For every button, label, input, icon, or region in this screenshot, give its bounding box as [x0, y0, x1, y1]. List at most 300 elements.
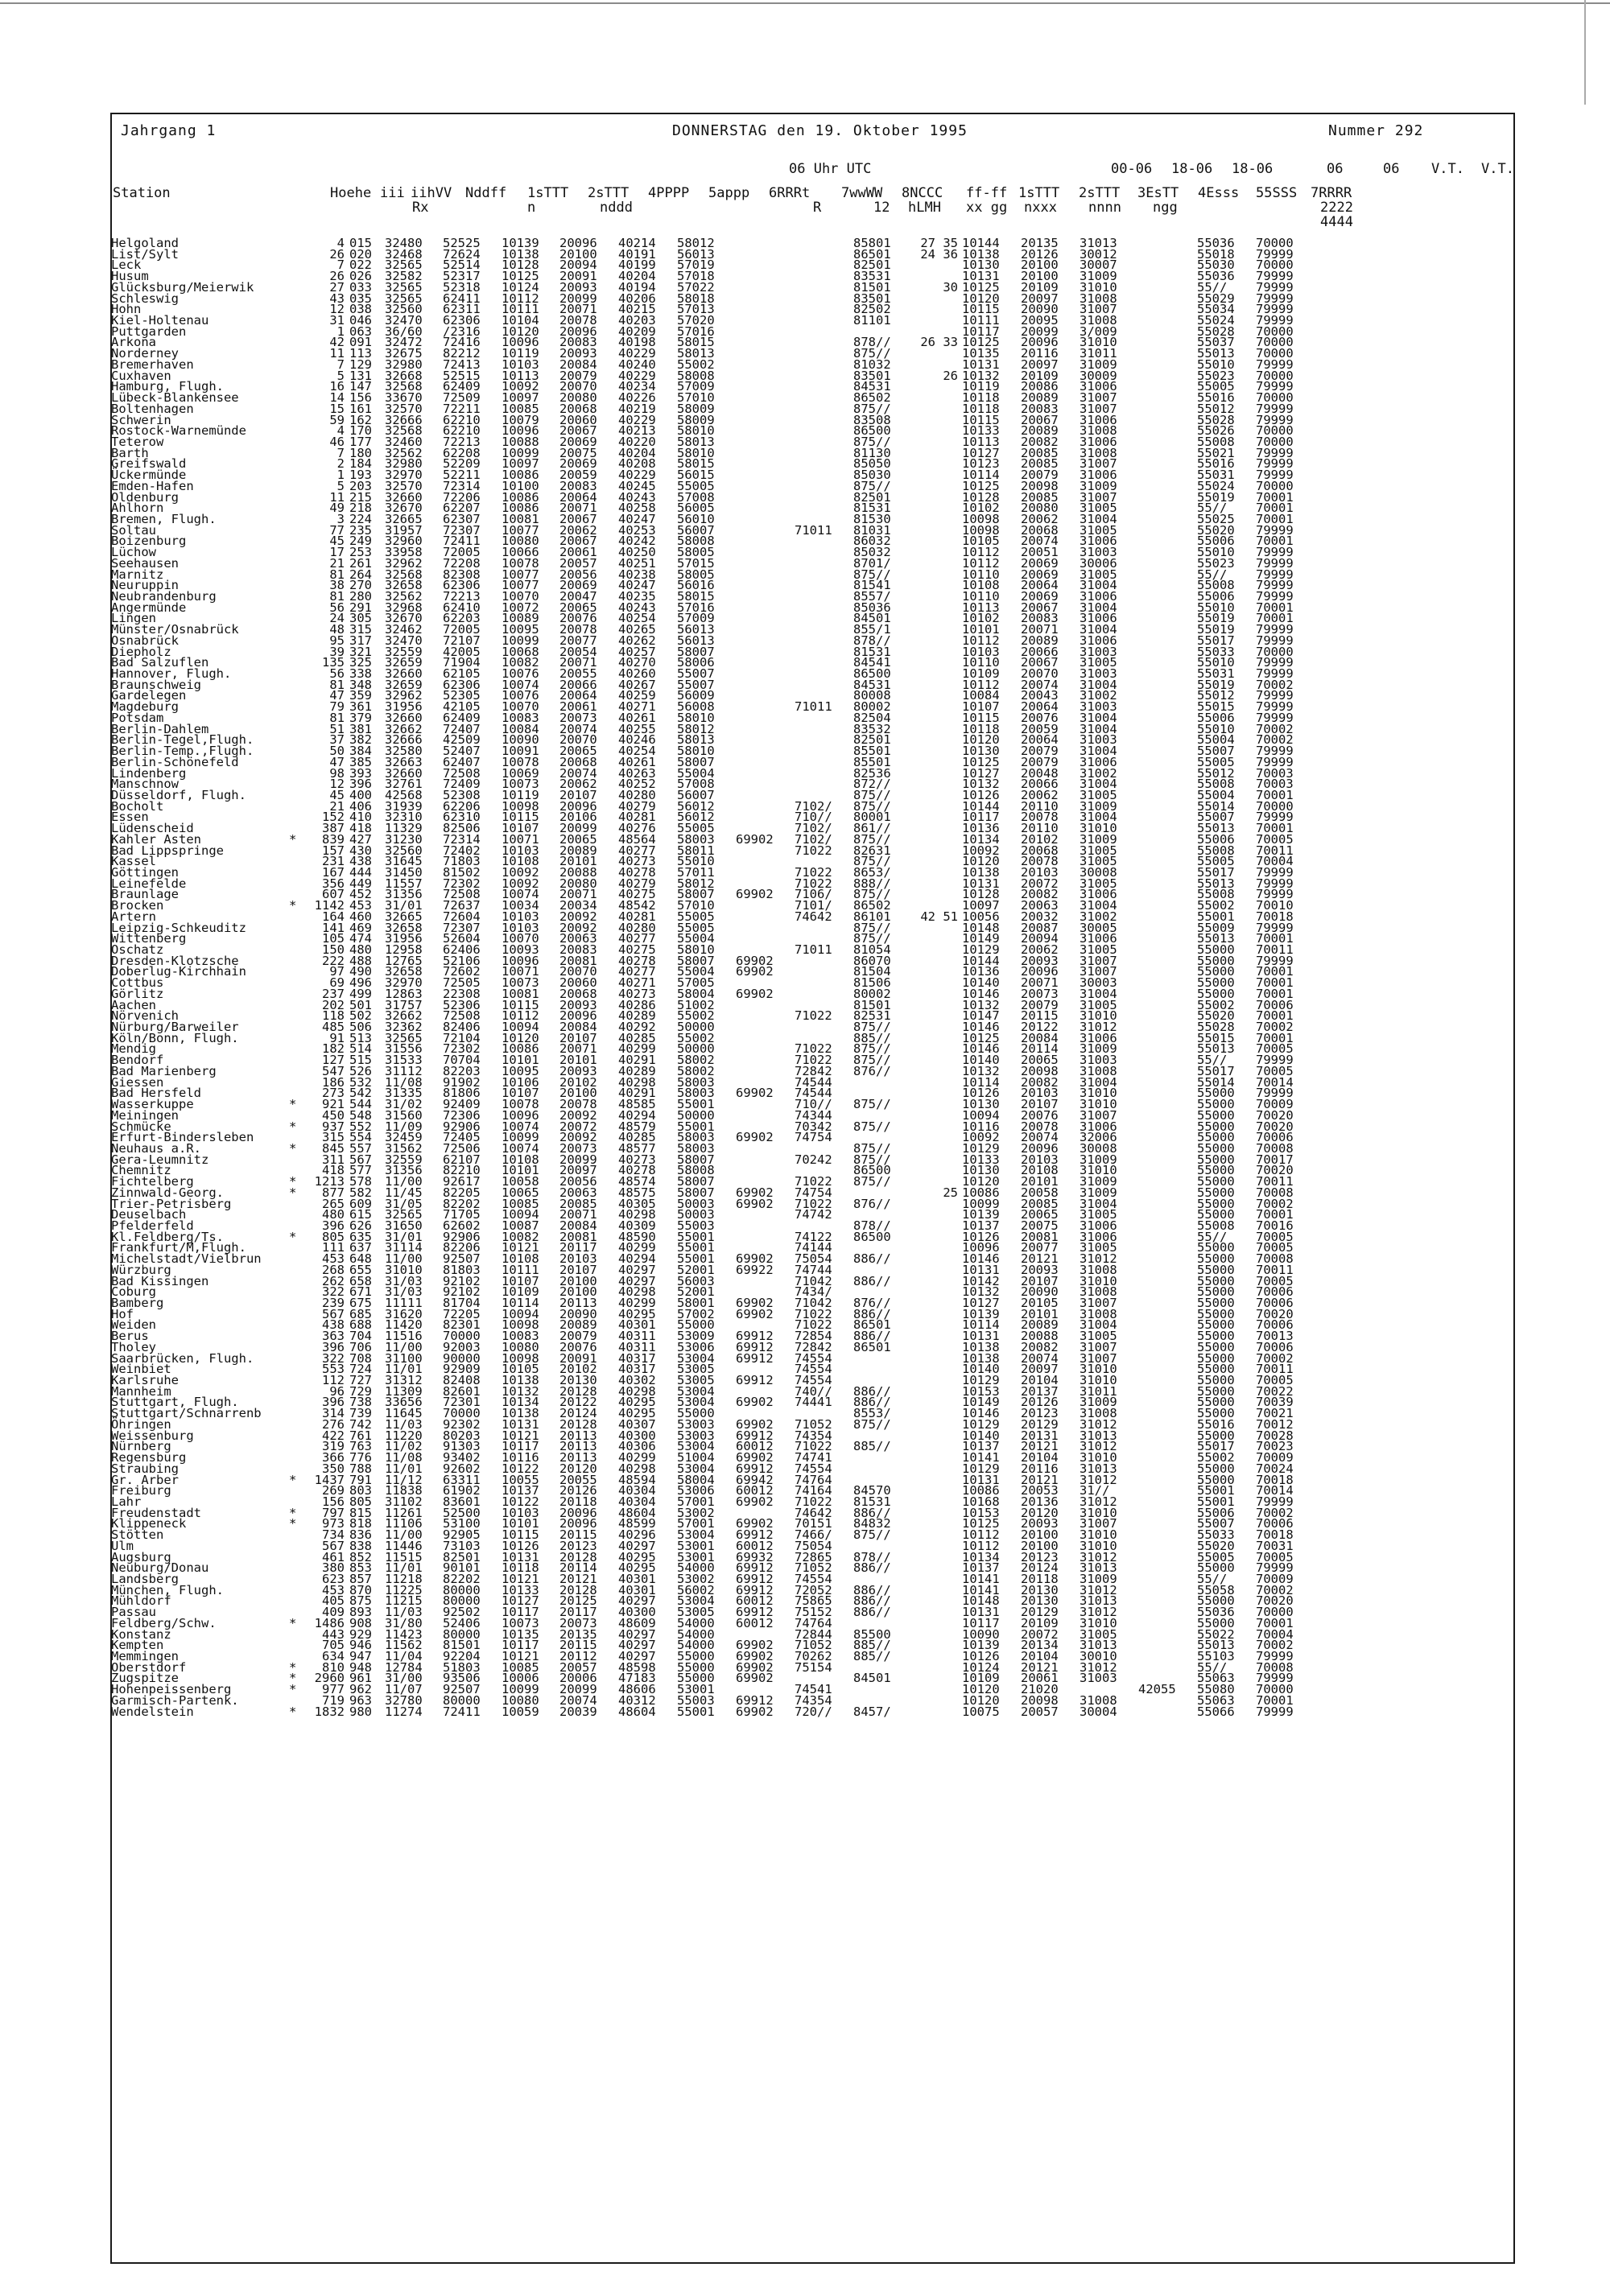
cell-r7: 79999 [1256, 567, 1294, 582]
cell-n8: 875// [853, 1527, 891, 1543]
cell-ts1: 10071 [502, 964, 539, 979]
cell-e3: 3/009 [1080, 324, 1117, 339]
cell-a5: 53001 [677, 1538, 715, 1553]
cell-r7: 70000 [1256, 423, 1294, 439]
cell-r6: 69912 [736, 1339, 774, 1354]
cell-iii: 452 [349, 887, 372, 902]
cell-t1: 10137 [962, 1218, 1000, 1233]
cell-t2: 20068 [1021, 522, 1059, 538]
cell-a5: 56013 [677, 633, 715, 648]
cell-e3: 31010 [1080, 1527, 1117, 1543]
cell-t2: 20121 [1021, 1659, 1059, 1675]
cell-r7: 70011 [1256, 1262, 1294, 1277]
cell-iihvv: 32666 [385, 732, 423, 748]
col-w7: 7wwWW [841, 185, 883, 201]
cell-e3: 31006 [1080, 1119, 1117, 1134]
cell-iii: 396 [349, 777, 372, 792]
cell-e3: 31005 [1080, 567, 1117, 582]
cell-a5: 58007 [677, 1185, 715, 1200]
cell-n8: 83532 [853, 721, 891, 736]
cell-nddff: 82501 [443, 1549, 481, 1564]
cell-r7: 70002 [1256, 1638, 1294, 1653]
cell-r6: 69932 [736, 1549, 774, 1564]
cell-a5: 55001 [677, 1251, 715, 1267]
cell-nddff: 62602 [443, 1218, 481, 1233]
cell-ts1: 10055 [502, 1472, 539, 1487]
cell-nddff: 81704 [443, 1296, 481, 1310]
cell-w7: 72842 [795, 1339, 832, 1354]
cell-iii: 147 [349, 379, 372, 394]
cell-e3: 31003 [1080, 545, 1117, 560]
cell-s5: 55010 [1197, 357, 1235, 372]
cell-station: Bremen, Flugh. [111, 511, 217, 526]
cell-ts1: 10112 [502, 1008, 539, 1024]
cell-s5: 55016 [1197, 390, 1235, 406]
cell-station: Frankfurt/M,Flugh. [111, 1240, 246, 1255]
cell-hoehe: 14 [329, 390, 345, 406]
cell-e3: 31005 [1080, 876, 1117, 891]
cell-t2: 20097 [1021, 1362, 1059, 1377]
cell-e3: 31010 [1080, 1163, 1117, 1178]
cell-t1: 10113 [962, 434, 1000, 449]
cell-e3: 31008 [1080, 1262, 1117, 1277]
cell-iihvv: 11215 [385, 1593, 423, 1609]
cell-n8: 8557/ [853, 589, 891, 604]
cell-t1: 10128 [962, 489, 1000, 505]
cell-a5: 58003 [677, 1130, 715, 1145]
cell-nddff: 70000 [443, 1329, 481, 1344]
cell-station: Hannover, Flugh. [111, 666, 232, 682]
cell-iihvv: 32570 [385, 478, 423, 493]
cell-ts1: 10131 [502, 1549, 539, 1564]
cell-iihvv: 32565 [385, 1207, 423, 1222]
cell-station: Artern [111, 909, 156, 924]
cell-iihvv: 32980 [385, 357, 423, 372]
cell-iii: 948 [349, 1659, 372, 1675]
cell-r7: 79999 [1256, 589, 1294, 604]
cell-iihvv: 32362 [385, 1020, 423, 1035]
cell-s5: 55021 [1197, 445, 1235, 460]
cell-p4: 48598 [618, 1659, 656, 1675]
cell-hoehe: 186 [322, 1074, 345, 1090]
table-row [0, 304, 1610, 315]
cell-a5: 53003 [677, 1416, 715, 1432]
cell-a5: 56010 [677, 511, 715, 526]
cell-s5: 55019 [1197, 489, 1235, 505]
cell-iii: 410 [349, 810, 372, 825]
cell-n8: 82504 [853, 710, 891, 725]
cell-r7: 70008 [1256, 1659, 1294, 1675]
cell-a5: 54000 [677, 1638, 715, 1653]
cell-nddff: 62311 [443, 302, 481, 317]
cell-t1: 10148 [962, 1593, 1000, 1609]
cell-mountain-mark: * [289, 898, 297, 913]
cell-n8: 875// [853, 1119, 891, 1134]
cell-iihvv: 32562 [385, 589, 423, 604]
table-row [0, 503, 1610, 514]
cell-r7: 70031 [1256, 1538, 1294, 1553]
cell-iihvv: 31356 [385, 1163, 423, 1178]
cell-t1: 10129 [962, 1461, 1000, 1476]
cell-ts2: 20135 [559, 1626, 597, 1642]
cell-ts2: 20072 [559, 1119, 597, 1134]
cell-s5: 55013 [1197, 1041, 1235, 1057]
cell-ts2: 20101 [559, 854, 597, 869]
cell-t2: 20082 [1021, 434, 1059, 449]
cell-n8: 84501 [853, 611, 891, 626]
cell-n8: 872// [853, 777, 891, 792]
cell-e3: 31008 [1080, 1063, 1117, 1078]
cell-a5: 53004 [677, 1439, 715, 1454]
cell-mountain-mark: * [289, 1615, 297, 1630]
cell-hoehe: 5 [336, 368, 345, 383]
cell-a5: 58013 [677, 346, 715, 361]
cell-s5: 55031 [1197, 666, 1235, 682]
cell-hoehe: 396 [322, 1395, 345, 1410]
cell-hoehe: 118 [322, 1008, 345, 1024]
cell-r7: 70004 [1256, 854, 1294, 869]
cell-r7: 70011 [1256, 1174, 1294, 1189]
cell-w7: 7106/ [795, 887, 832, 902]
cell-iihvv: 32560 [385, 302, 423, 317]
cell-s5: 55000 [1197, 1461, 1235, 1476]
cell-e3: 31006 [1080, 412, 1117, 427]
cell-ts2: 20083 [559, 942, 597, 957]
cell-iihvv: 31312 [385, 1373, 423, 1388]
cell-nddff: 72107 [443, 633, 481, 648]
cell-r7: 79999 [1256, 555, 1294, 571]
cell-t2: 20043 [1021, 688, 1059, 703]
cell-iii: 430 [349, 843, 372, 858]
cell-t2: 20074 [1021, 534, 1059, 549]
cell-hoehe: 222 [322, 953, 345, 968]
cell-iii: 218 [349, 501, 372, 516]
cell-station: Konstanz [111, 1626, 171, 1642]
cell-hoehe: 461 [322, 1549, 345, 1564]
cell-s5: 55000 [1197, 1406, 1235, 1421]
cell-r6: 69902 [736, 1649, 774, 1663]
cell-t2: 20082 [1021, 1074, 1059, 1090]
cell-nddff: 92617 [443, 1174, 481, 1189]
cell-s5: 55017 [1197, 1439, 1235, 1454]
cell-iii: 305 [349, 611, 372, 626]
cell-t1: 10108 [962, 578, 1000, 593]
cell-iii: 020 [349, 246, 372, 262]
cell-a5: 57010 [677, 898, 715, 913]
cell-ts2: 20083 [559, 478, 597, 493]
cell-iihvv: 32663 [385, 754, 423, 769]
cell-s5: 55// [1197, 567, 1228, 582]
cell-e3: 31004 [1080, 622, 1117, 637]
cell-t2: 20067 [1021, 412, 1059, 427]
cell-r7: 70001 [1256, 1207, 1294, 1222]
cell-e3: 31012 [1080, 1494, 1117, 1509]
cell-s5: 55036 [1197, 269, 1235, 284]
cell-ts1: 10065 [502, 1185, 539, 1200]
cell-t2: 20089 [1021, 423, 1059, 439]
cell-iihvv: 12784 [385, 1659, 423, 1675]
cell-nddff: 72213 [443, 434, 481, 449]
cell-n8: 81501 [853, 997, 891, 1012]
cell-hoehe: 47 [329, 688, 345, 703]
cell-a5: 53004 [677, 1593, 715, 1609]
cell-w7: 74554 [795, 1461, 832, 1476]
cell-nddff: 72411 [443, 1704, 481, 1719]
cell-ts1: 10077 [502, 578, 539, 593]
cell-hoehe: 202 [322, 997, 345, 1012]
cell-a5: 55010 [677, 854, 715, 869]
table-row [0, 580, 1610, 592]
cell-t1: 10138 [962, 246, 1000, 262]
cell-hoehe: 547 [322, 1063, 345, 1078]
cell-w7: 71022 [795, 876, 832, 891]
cell-ts2: 20083 [559, 335, 597, 350]
cell-r7: 79999 [1256, 445, 1294, 460]
cell-p4: 40297 [618, 1626, 656, 1642]
cell-s5: 55008 [1197, 777, 1235, 792]
cell-p4: 40285 [618, 1130, 656, 1145]
cell-e3: 31007 [1080, 401, 1117, 416]
cell-p4: 48575 [618, 1185, 656, 1200]
cell-n8: 84531 [853, 379, 891, 394]
cell-station: Weiden [111, 1317, 156, 1333]
cell-a5: 55001 [677, 1229, 715, 1244]
cell-s5: 55000 [1197, 1130, 1235, 1145]
cell-e3: 30008 [1080, 864, 1117, 880]
cell-p4: 40243 [618, 600, 656, 615]
cell-iihvv: 32565 [385, 291, 423, 306]
cell-s5: 55017 [1197, 633, 1235, 648]
cell-t2: 20074 [1021, 1350, 1059, 1366]
cell-iihvv: 11309 [385, 1383, 423, 1399]
cell-r7: 79999 [1256, 953, 1294, 968]
cell-nddff: 72307 [443, 920, 481, 935]
cell-e3: 31005 [1080, 655, 1117, 670]
cell-ts1: 10117 [502, 1439, 539, 1454]
cell-a5: 50003 [677, 1207, 715, 1222]
cell-ts2: 20074 [559, 1692, 597, 1708]
cell-t2: 20062 [1021, 942, 1059, 957]
cell-t2: 20101 [1021, 1306, 1059, 1321]
cell-e3: 31007 [1080, 953, 1117, 968]
cell-station: Michelstadt/Vielbrun [111, 1251, 262, 1267]
cell-t1: 10096 [962, 1240, 1000, 1255]
cell-station: Coburg [111, 1284, 156, 1300]
cell-s5: 55013 [1197, 346, 1235, 361]
cell-iii: 026 [349, 269, 372, 284]
cell-a5: 57018 [677, 269, 715, 284]
cell-p4: 40305 [618, 1196, 656, 1211]
cell-s5: 55017 [1197, 1063, 1235, 1078]
cell-r7: 79999 [1256, 744, 1294, 759]
cell-t2: 20104 [1021, 1649, 1059, 1663]
cell-w7: 72865 [795, 1549, 832, 1564]
cell-t1: 10137 [962, 1560, 1000, 1576]
cell-e3: 31010 [1080, 1008, 1117, 1024]
cell-t1: 10128 [962, 887, 1000, 902]
cell-e3: 31006 [1080, 1218, 1117, 1233]
cell-hoehe: 1 [336, 324, 345, 339]
cell-iihvv: 11220 [385, 1428, 423, 1443]
cell-iii: 544 [349, 1097, 372, 1112]
cell-a5: 55005 [677, 920, 715, 935]
cell-r6: 69902 [736, 1086, 774, 1101]
cell-ts1: 10114 [502, 1296, 539, 1310]
cell-s5: 55023 [1197, 555, 1235, 571]
cell-ts2: 20065 [559, 744, 597, 759]
cell-iii: 317 [349, 633, 372, 648]
cell-r7: 70017 [1256, 1152, 1294, 1167]
cell-n8: 875// [853, 920, 891, 935]
cell-a5: 55000 [677, 1649, 715, 1663]
cell-t2: 20069 [1021, 589, 1059, 604]
cell-r7: 79999 [1256, 1649, 1294, 1663]
cell-p4: 40246 [618, 732, 656, 748]
cell-t2: 20107 [1021, 1273, 1059, 1288]
cell-r7: 70011 [1256, 843, 1294, 858]
cell-ts1: 10108 [502, 1152, 539, 1167]
cell-r7: 79999 [1256, 456, 1294, 472]
cell-p4: 48590 [618, 1229, 656, 1244]
cell-e3: 31012 [1080, 1582, 1117, 1597]
cell-iihvv: 11562 [385, 1638, 423, 1653]
cell-n8: 875// [853, 831, 891, 847]
cell-iihvv: 32780 [385, 1692, 423, 1708]
cell-p4: 40299 [618, 1450, 656, 1465]
cell-t2: 20082 [1021, 887, 1059, 902]
cell-w7: 74541 [795, 1682, 832, 1697]
cell-r6: 69902 [736, 1416, 774, 1432]
cell-r7: 70024 [1256, 1461, 1294, 1476]
cell-iii: 291 [349, 600, 372, 615]
cell-iihvv: 11/01 [385, 1362, 423, 1377]
cell-station: Weissenburg [111, 1428, 194, 1443]
cell-e3: 31013 [1080, 1593, 1117, 1609]
cell-t1: 10144 [962, 798, 1000, 814]
cell-nddff: 62411 [443, 291, 481, 306]
cell-ts1: 10090 [502, 732, 539, 748]
cell-hoehe: 81 [329, 589, 345, 604]
cell-t2: 20061 [1021, 1671, 1059, 1686]
cell-station: Pfelderfeld [111, 1218, 194, 1233]
cell-w7: 70262 [795, 1649, 832, 1663]
cell-r6: 69912 [736, 1428, 774, 1443]
cell-ts2: 20128 [559, 1549, 597, 1564]
cell-hoehe: 156 [322, 1494, 345, 1509]
cell-r6: 69902 [736, 1130, 774, 1145]
cell-t1: 10112 [962, 677, 1000, 692]
cell-r6: 69902 [736, 986, 774, 1001]
cell-a5: 58013 [677, 434, 715, 449]
cell-ts2: 20089 [559, 843, 597, 858]
cell-a5: 58002 [677, 1053, 715, 1068]
cell-ts1: 10074 [502, 887, 539, 902]
cell-r7: 70000 [1256, 335, 1294, 350]
cell-hoehe: 127 [322, 1053, 345, 1068]
cell-iihvv: 32460 [385, 434, 423, 449]
cell-nddff: 62105 [443, 666, 481, 682]
cell-e3: 31009 [1080, 831, 1117, 847]
cell-r7: 70020 [1256, 1107, 1294, 1123]
cell-n8: 81531 [853, 501, 891, 516]
table-row [0, 456, 1610, 472]
cell-hoehe: 607 [322, 887, 345, 902]
cell-t2: 20114 [1021, 1041, 1059, 1057]
cell-n8: 82501 [853, 489, 891, 505]
cell-e3: 31003 [1080, 699, 1117, 715]
cell-nddff: 62210 [443, 423, 481, 439]
cell-s5: 55010 [1197, 721, 1235, 736]
cell-hoehe: 1437 [314, 1472, 345, 1487]
cell-ts1: 10113 [502, 368, 539, 383]
cell-ts1: 10120 [502, 1030, 539, 1045]
cell-iihvv: 42568 [385, 787, 423, 802]
cell-n8: 886// [853, 1306, 891, 1321]
cell-p4: 40257 [618, 644, 656, 659]
cell-nddff: 72005 [443, 545, 481, 560]
cell-e3: 31004 [1080, 777, 1117, 792]
cell-p4: 40289 [618, 1063, 656, 1078]
cell-e3: 31006 [1080, 754, 1117, 769]
cell-ts2: 20073 [559, 710, 597, 725]
cell-ts2: 20081 [559, 953, 597, 968]
cell-s5: 55000 [1197, 1107, 1235, 1123]
cell-hoehe: 56 [329, 666, 345, 682]
cell-e3: 31013 [1080, 1638, 1117, 1653]
cell-r7: 70021 [1256, 1406, 1294, 1421]
cell-r7: 70018 [1256, 1472, 1294, 1487]
cell-hoehe: 937 [322, 1119, 345, 1134]
col-s5: 55SSS [1256, 185, 1298, 201]
cell-ts2: 20080 [559, 390, 597, 406]
table-row [0, 445, 1610, 460]
cell-iii: 548 [349, 1107, 372, 1123]
cell-n8: 875// [853, 1152, 891, 1167]
cell-n8: 86501 [853, 246, 891, 262]
cell-iii: 170 [349, 423, 372, 439]
cell-iii: 506 [349, 1020, 372, 1035]
cell-station: Kahler Asten [111, 831, 201, 847]
cell-t2: 20116 [1021, 346, 1059, 361]
cell-n8: 875// [853, 931, 891, 946]
cell-e3: 31004 [1080, 721, 1117, 736]
cell-ts2: 20057 [559, 555, 597, 571]
cell-iii: 184 [349, 456, 372, 472]
cell-hoehe: 12 [329, 302, 345, 317]
cell-p4: 40298 [618, 1461, 656, 1476]
cell-iihvv: 11/01 [385, 1560, 423, 1576]
cell-e3: 31002 [1080, 688, 1117, 703]
cell-n8: 875// [853, 887, 891, 902]
cell-hoehe: 797 [322, 1505, 345, 1520]
cell-a5: 56016 [677, 578, 715, 593]
cell-hoehe: 314 [322, 1406, 345, 1421]
cell-s5: 55019 [1197, 611, 1235, 626]
cell-ts2: 20117 [559, 1240, 597, 1255]
cell-r7: 70002 [1256, 1350, 1294, 1366]
cell-n8: 85050 [853, 456, 891, 472]
cell-t2: 20130 [1021, 1593, 1059, 1609]
cell-nddff: 92302 [443, 1416, 481, 1432]
cell-ts1: 10097 [502, 456, 539, 472]
cell-n8: 8653/ [853, 864, 891, 880]
cell-e3: 31008 [1080, 313, 1117, 328]
cell-t2: 20123 [1021, 1549, 1059, 1564]
cell-s5: 55005 [1197, 754, 1235, 769]
cell-ts1: 10085 [502, 401, 539, 416]
cell-n8: 876// [853, 1063, 891, 1078]
cell-nddff: 72637 [443, 898, 481, 913]
